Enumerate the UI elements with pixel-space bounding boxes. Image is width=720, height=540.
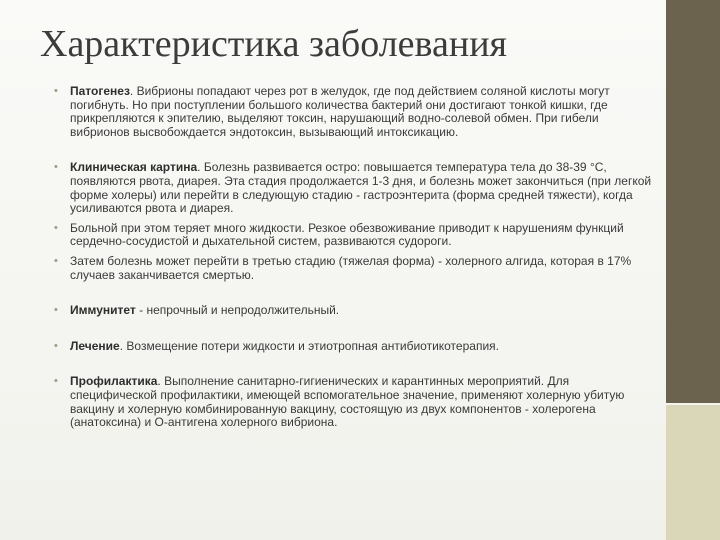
bullet-icon: • bbox=[54, 339, 58, 352]
accent-divider bbox=[666, 403, 720, 405]
item-text: Затем болезнь может перейти в третью стадию (тяжелая форма) - холерного алгида, которая в 17% случаев заканчивается смертью. bbox=[70, 253, 632, 282]
bullet-icon: • bbox=[54, 85, 58, 97]
item-term: Профилактика bbox=[70, 374, 158, 389]
item-term: Иммунитет bbox=[70, 303, 136, 318]
item-term: Патогенез bbox=[70, 84, 130, 98]
item-text: . Вибрионы попадают через рот в желудок, где под действием соляной кислоты могут погибнуть. Но при поступлении большого количества бактерий они достигают тонкой кишки, где прикрепляются к эпителию, выделяют токсин, нарушающий водно-солевой обмен. При гибели вибрионов высвобождается эндотоксин, вызывающий интоксикацию. bbox=[70, 84, 610, 139]
bullet-icon: • bbox=[54, 375, 58, 388]
bullet-icon: • bbox=[54, 221, 58, 234]
list-item-pathogenesis bbox=[54, 85, 654, 139]
list-item-clinical bbox=[54, 161, 654, 215]
accent-bar-dark bbox=[666, 0, 720, 403]
bullet-icon: • bbox=[54, 254, 58, 267]
list-item-third-stage bbox=[54, 255, 654, 282]
item-text: . Возмещение потери жидкости и этиотропная антибиотикотерапия. bbox=[119, 338, 499, 353]
item-term: Клиническая картина bbox=[70, 160, 198, 175]
accent-bar-light bbox=[666, 403, 720, 540]
item-text: . Болезнь развивается остро: повышается температура тела до 38-39 °С, появляются рвота, диарея. Эта стадия продолжается 1-3 дня, и болезнь может закончиться (при легкой форме холеры) или перейти в следующую стадию - гастроэнтерита (форма средней тяжести), когда усиливаются рвота и диарея. bbox=[70, 160, 652, 216]
list-item-dehydration bbox=[54, 222, 654, 249]
list-item-treatment bbox=[54, 340, 654, 354]
list-item-immunity bbox=[54, 304, 654, 318]
bullet-list bbox=[54, 85, 654, 436]
item-text: - непрочный и непродолжительный. bbox=[135, 303, 340, 318]
list-item-prevention bbox=[54, 375, 654, 429]
item-term: Лечение bbox=[70, 338, 120, 353]
item-text: . Выполнение санитарно-гигиенических и карантинных мероприятий. Для специфической профилактики, имеющей вспомогательное значение, применяют холерную убитую вакцину и холерную комбинированную вакцину, состоящую из двух компонентов - холерогена (анатоксина) и О-антигена холерного вибриона. bbox=[70, 374, 625, 430]
bullet-icon: • bbox=[54, 304, 58, 317]
bullet-icon: • bbox=[54, 161, 58, 174]
slide-title: Характеристика заболевания bbox=[40, 23, 508, 65]
item-text: Больной при этом теряет много жидкости. Резкое обезвоживание приводит к нарушениям функций сердечно-сосудистой и дыхательной систем, развиваются судороги. bbox=[70, 220, 624, 249]
